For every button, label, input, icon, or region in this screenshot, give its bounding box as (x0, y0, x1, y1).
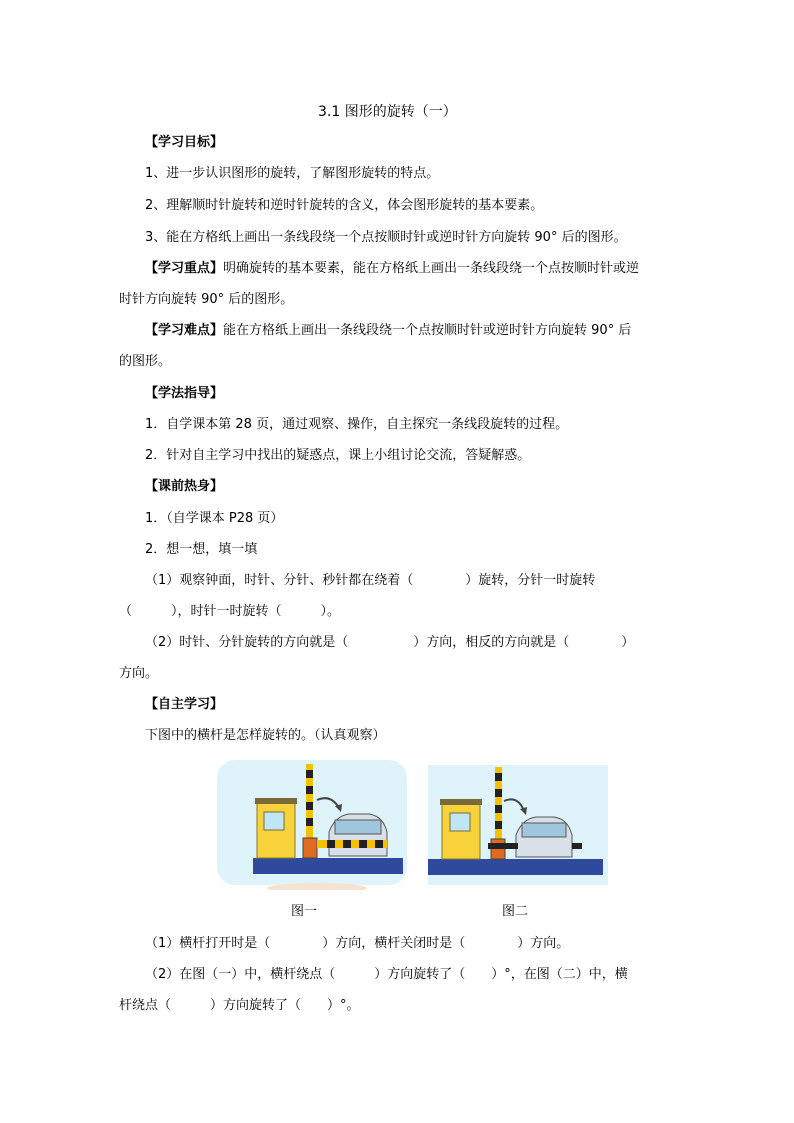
question-2: （2）在图（一）中，横杆绕点（ ）方向旋转了（ ）°，在图（二）中，横 (145, 967, 628, 982)
road-base (253, 858, 403, 874)
barrier-post (303, 838, 317, 858)
difficulty-line (145, 322, 631, 340)
goal-item: 1、进一步认识图形的旋转，了解图形旋转的特点。 (145, 166, 440, 181)
warmup-item: 2．想一想，填一填 (145, 542, 258, 557)
figure-two-caption: 图二 (502, 904, 529, 919)
goal-item: 2、理解顺时针旋转和逆时针旋转的含义，体会图形旋转的基本要素。 (145, 198, 544, 213)
key-point-line-2: 时针方向旋转 90° 后的图形。 (119, 292, 294, 307)
warmup-item: 1．（自学课本 P28 页） (145, 511, 284, 526)
self-study-heading: 【自主学习】 (145, 697, 224, 712)
warmup-question-1-cont: （ ），时针一时旋转（ ）。 (119, 604, 341, 619)
difficulty-heading: 【学习难点】 (145, 323, 224, 338)
figure-one-barrier-open (217, 760, 407, 890)
key-text: 明确旋转的基本要素，能在方格纸上画出一条线段绕一个点按顺时针或逆 (223, 261, 640, 276)
page-title: 3.1 图形的旋转（一） (318, 104, 457, 120)
key-point-line (145, 260, 639, 278)
method-item: 1．自学课本第 28 页，通过观察、操作，自主探究一条线段旋转的过程。 (145, 417, 569, 432)
goals-heading: 【学习目标】 (145, 135, 224, 150)
booth-window (450, 813, 470, 831)
question-2-cont: 杆绕点（ ）方向旋转了（ ）°。 (119, 998, 360, 1013)
goal-item: 3、能在方格纸上画出一条线段绕一个点按顺时针或逆时针方向旋转 90° 后的图形。 (145, 230, 627, 245)
figure-two-barrier-closed (428, 765, 608, 885)
difficulty-text: 能在方格纸上画出一条线段绕一个点按顺时针或逆时针方向旋转 90° 后 (223, 323, 632, 338)
booth-roof (255, 798, 297, 804)
method-item: 2．针对自主学习中找出的疑惑点，课上小组讨论交流，答疑解惑。 (145, 448, 531, 463)
self-study-intro: 下图中的横杆是怎样旋转的。（认真观察） (145, 728, 386, 743)
warmup-question-1: （1）观察钟面，时针、分针、秒针都在绕着（ ）旋转，分针一时旋转 (145, 573, 596, 588)
difficulty-line-2: 的图形。 (119, 354, 172, 369)
question-1: （1）横杆打开时是（ ）方向，横杆关闭时是（ ）方向。 (145, 936, 570, 951)
method-heading: 【学法指导】 (145, 386, 224, 401)
warmup-question-2-cont: 方向。 (119, 666, 159, 681)
barrier-stripe (488, 843, 518, 849)
booth-roof (440, 799, 482, 805)
key-heading: 【学习重点】 (145, 261, 224, 276)
warmup-question-2: （2）时针、分针旋转的方向就是（ ）方向，相反的方向就是（ ） (145, 635, 635, 650)
booth-window (264, 812, 284, 830)
figure-one-caption: 图一 (291, 904, 318, 919)
road-base (428, 859, 603, 875)
warmup-heading: 【课前热身】 (145, 479, 224, 494)
